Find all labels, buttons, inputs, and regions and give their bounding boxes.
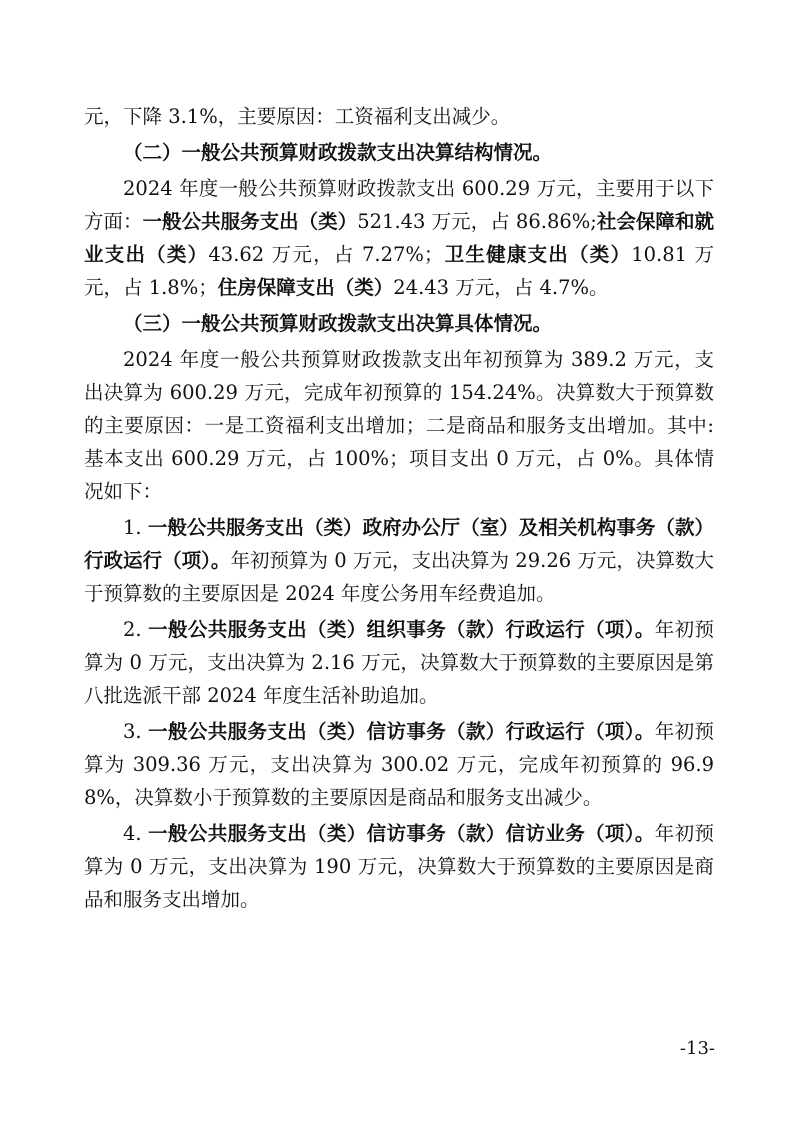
item-text: 年初预算为 0 万元，支出决算为 29.26 万元，决算数大于预算数的主要原因是 2024 年度公务用车经费追加。 [84, 549, 714, 605]
page-number: -13- [679, 1038, 715, 1059]
paragraph-details: 2024 年度一般公共预算财政拨款支出年初预算为 389.2 万元，支出决算为 600.29 万元，完成年初预算的 154.24%。决算数大于预算数的主要原因：一是工资福利支出增加；二是商品和服务支出增加。其中:基本支出 600.29 万元，占 100%；项目支出 0 万元，占 0%。具体情况如下： [84, 348, 714, 503]
item-number: 3. [123, 720, 149, 743]
item-title: 一般公共服务支出（类）政府办公厅（室）及相关机构事务（款）行政运行（项）。 [84, 516, 714, 572]
list-item [84, 817, 714, 916]
document-page [84, 100, 714, 919]
list-item [84, 511, 714, 610]
category-general-services-value: 521.43 万元，占 86.86%; [357, 210, 597, 233]
category-health: 卫生健康支出（类） [443, 243, 632, 266]
list-item [84, 715, 714, 814]
category-housing-value: 24.43 万元，占 4.7%。 [393, 276, 609, 299]
item-title: 一般公共服务支出（类）信访事务（款）行政运行（项）。 [148, 720, 655, 743]
category-general-services: 一般公共服务支出（类） [142, 210, 358, 233]
structure-intro: 2024 年度一般公共预算财政拨款支出 600.29 万元，主要用于以下方面： [84, 177, 714, 233]
section-heading-2: （二）一般公共预算财政拨款支出决算结构情况。 [123, 141, 553, 164]
item-title: 一般公共服务支出（类）信访事务（款）信访业务（项）。 [148, 822, 655, 845]
paragraph-structure [84, 172, 714, 304]
category-housing: 住房保障支出（类） [217, 276, 394, 299]
item-number: 2. [123, 618, 149, 641]
item-number: 1. [123, 516, 148, 539]
category-social-security-value: 43.62 万元，占 7.27%； [208, 243, 444, 266]
section-heading-3: （三）一般公共预算财政拨款支出决算具体情况。 [123, 312, 553, 335]
paragraph-continuation: 元，下降 3.1%，主要原因：工资福利支出减少。 [84, 105, 511, 128]
item-text: 年初预算为 0 万元，支出决算为 190 万元，决算数大于预算数的主要原因是商品和服务支出增加。 [84, 822, 714, 911]
item-number: 4. [123, 822, 149, 845]
list-item [84, 613, 714, 712]
category-social-security: 社会保障和就业支出（类） [84, 210, 714, 266]
item-title: 一般公共服务支出（类）组织事务（款）行政运行（项）。 [148, 618, 655, 641]
item-text: 年初预算为 309.36 万元，支出决算为 300.02 万元，完成年初预算的 96.98%，决算数小于预算数的主要原因是商品和服务支出减少。 [84, 720, 714, 809]
item-text: 年初预算为 0 万元，支出决算为 2.16 万元，决算数大于预算数的主要原因是第八批选派干部 2024 年度生活补助追加。 [84, 618, 714, 707]
category-health-value: 10.81 万元，占 1.8%； [84, 243, 714, 299]
